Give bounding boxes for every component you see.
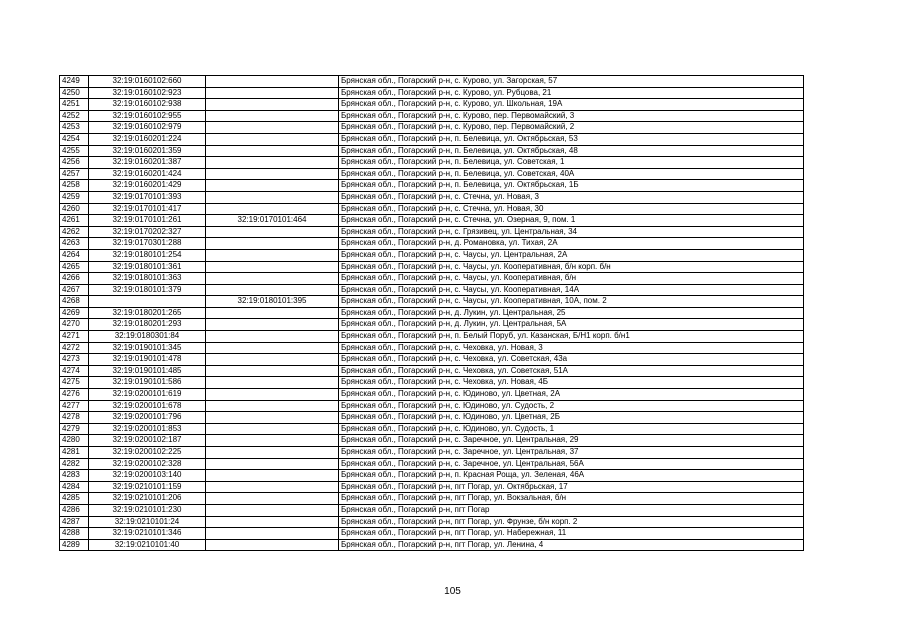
cadastral-number-cell: 32:19:0180101:254 — [89, 249, 206, 261]
table-row — [60, 307, 804, 319]
row-number-cell: 4274 — [60, 365, 89, 377]
table-row — [60, 273, 804, 285]
building-cadastral-number-cell — [206, 470, 339, 482]
row-number-cell: 4262 — [60, 226, 89, 238]
row-number-cell: 4269 — [60, 307, 89, 319]
table-row — [60, 122, 804, 134]
building-cadastral-number-cell — [206, 342, 339, 354]
property-registry-table — [59, 75, 804, 551]
address-cell: Брянская обл., Погарский р-н, п. Белевица, ул. Советская, 40А — [339, 168, 804, 180]
cadastral-number-cell: 32:19:0160102:955 — [89, 110, 206, 122]
building-cadastral-number-cell — [206, 365, 339, 377]
row-number-cell: 4282 — [60, 458, 89, 470]
address-cell: Брянская обл., Погарский р-н, с. Юдиново, ул. Судость, 2 — [339, 400, 804, 412]
address-cell: Брянская обл., Погарский р-н, с. Стечна, ул. Озерная, 9, пом. 1 — [339, 215, 804, 227]
cadastral-number-cell: 32:19:0170101:393 — [89, 191, 206, 203]
cadastral-number-cell: 32:19:0200102:328 — [89, 458, 206, 470]
cadastral-number-cell: 32:19:0200102:225 — [89, 447, 206, 459]
row-number-cell: 4279 — [60, 423, 89, 435]
row-number-cell: 4277 — [60, 400, 89, 412]
address-cell: Брянская обл., Погарский р-н, с. Стечна, ул. Новая, 30 — [339, 203, 804, 215]
row-number-cell: 4264 — [60, 249, 89, 261]
registry-table-body — [60, 76, 804, 551]
table-row — [60, 133, 804, 145]
row-number-cell: 4260 — [60, 203, 89, 215]
cadastral-number-cell: 32:19:0190101:586 — [89, 377, 206, 389]
building-cadastral-number-cell — [206, 481, 339, 493]
address-cell: Брянская обл., Погарский р-н, с. Курово, ул. Загорская, 57 — [339, 76, 804, 88]
cadastral-number-cell: 32:19:0200102:187 — [89, 435, 206, 447]
table-row — [60, 377, 804, 389]
cadastral-number-cell: 32:19:0210101:206 — [89, 493, 206, 505]
cadastral-number-cell: 32:19:0160201:359 — [89, 145, 206, 157]
building-cadastral-number-cell — [206, 87, 339, 99]
row-number-cell: 4266 — [60, 273, 89, 285]
building-cadastral-number-cell — [206, 493, 339, 505]
table-row — [60, 99, 804, 111]
cadastral-number-cell: 32:19:0160201:429 — [89, 180, 206, 192]
row-number-cell: 4270 — [60, 319, 89, 331]
table-row — [60, 389, 804, 401]
cadastral-number-cell: 32:19:0160201:387 — [89, 157, 206, 169]
address-cell: Брянская обл., Погарский р-н, пгт Погар, ул. Вокзальная, б/н — [339, 493, 804, 505]
address-cell: Брянская обл., Погарский р-н, с. Курово, пер. Первомайский, 3 — [339, 110, 804, 122]
address-cell: Брянская обл., Погарский р-н, д. Лукин, ул. Центральная, 5А — [339, 319, 804, 331]
cadastral-number-cell: 32:19:0180201:293 — [89, 319, 206, 331]
cadastral-number-cell — [89, 296, 206, 308]
table-row — [60, 447, 804, 459]
address-cell: Брянская обл., Погарский р-н, п. Красная Роща, ул. Зеленая, 46А — [339, 470, 804, 482]
building-cadastral-number-cell — [206, 354, 339, 366]
table-row — [60, 470, 804, 482]
table-row — [60, 296, 804, 308]
address-cell: Брянская обл., Погарский р-н, с. Заречное, ул. Центральная, 29 — [339, 435, 804, 447]
building-cadastral-number-cell — [206, 516, 339, 528]
cadastral-number-cell: 32:19:0210101:230 — [89, 504, 206, 516]
building-cadastral-number-cell — [206, 122, 339, 134]
table-row — [60, 226, 804, 238]
address-cell: Брянская обл., Погарский р-н, с. Чаусы, ул. Кооперативная, б/н — [339, 273, 804, 285]
building-cadastral-number-cell — [206, 539, 339, 551]
cadastral-number-cell: 32:19:0210101:40 — [89, 539, 206, 551]
cadastral-number-cell: 32:19:0210101:24 — [89, 516, 206, 528]
cadastral-number-cell: 32:19:0190101:485 — [89, 365, 206, 377]
row-number-cell: 4249 — [60, 76, 89, 88]
address-cell: Брянская обл., Погарский р-н, с. Чеховка, ул. Новая, 4Б — [339, 377, 804, 389]
page-number: 105 — [444, 586, 461, 597]
row-number-cell: 4278 — [60, 412, 89, 424]
building-cadastral-number-cell — [206, 331, 339, 343]
building-cadastral-number-cell — [206, 191, 339, 203]
table-row — [60, 458, 804, 470]
row-number-cell: 4257 — [60, 168, 89, 180]
cadastral-number-cell: 32:19:0160102:979 — [89, 122, 206, 134]
address-cell: Брянская обл., Погарский р-н, д. Романовка, ул. Тихая, 2А — [339, 238, 804, 250]
cadastral-number-cell: 32:19:0170301:288 — [89, 238, 206, 250]
address-cell: Брянская обл., Погарский р-н, с. Чаусы, ул. Кооперативная, 14А — [339, 284, 804, 296]
row-number-cell: 4273 — [60, 354, 89, 366]
row-number-cell: 4272 — [60, 342, 89, 354]
building-cadastral-number-cell — [206, 284, 339, 296]
row-number-cell: 4259 — [60, 191, 89, 203]
address-cell: Брянская обл., Погарский р-н, пгт Погар — [339, 504, 804, 516]
cadastral-number-cell: 32:19:0200101:678 — [89, 400, 206, 412]
row-number-cell: 4281 — [60, 447, 89, 459]
address-cell: Брянская обл., Погарский р-н, с. Курово, пер. Первомайский, 2 — [339, 122, 804, 134]
building-cadastral-number-cell — [206, 249, 339, 261]
building-cadastral-number-cell — [206, 273, 339, 285]
table-row — [60, 191, 804, 203]
address-cell: Брянская обл., Погарский р-н, с. Заречное, ул. Центральная, 37 — [339, 447, 804, 459]
table-row — [60, 435, 804, 447]
address-cell: Брянская обл., Погарский р-н, п. Белевица, ул. Октябрьская, 53 — [339, 133, 804, 145]
building-cadastral-number-cell — [206, 377, 339, 389]
cadastral-number-cell: 32:19:0170202:327 — [89, 226, 206, 238]
table-row — [60, 400, 804, 412]
address-cell: Брянская обл., Погарский р-н, с. Чеховка, ул. Новая, 3 — [339, 342, 804, 354]
table-row — [60, 215, 804, 227]
table-row — [60, 238, 804, 250]
building-cadastral-number-cell — [206, 133, 339, 145]
row-number-cell: 4285 — [60, 493, 89, 505]
row-number-cell: 4252 — [60, 110, 89, 122]
building-cadastral-number-cell — [206, 400, 339, 412]
table-row — [60, 504, 804, 516]
building-cadastral-number-cell — [206, 168, 339, 180]
table-row — [60, 203, 804, 215]
row-number-cell: 4289 — [60, 539, 89, 551]
building-cadastral-number-cell — [206, 238, 339, 250]
table-row — [60, 261, 804, 273]
building-cadastral-number-cell — [206, 307, 339, 319]
building-cadastral-number-cell — [206, 145, 339, 157]
cadastral-number-cell: 32:19:0200101:853 — [89, 423, 206, 435]
table-row — [60, 180, 804, 192]
table-row — [60, 423, 804, 435]
address-cell: Брянская обл., Погарский р-н, с. Юдиново, ул. Цветная, 2Б — [339, 412, 804, 424]
address-cell: Брянская обл., Погарский р-н, с. Курово, ул. Рубцова, 21 — [339, 87, 804, 99]
row-number-cell: 4261 — [60, 215, 89, 227]
table-row — [60, 87, 804, 99]
row-number-cell: 4258 — [60, 180, 89, 192]
row-number-cell: 4286 — [60, 504, 89, 516]
address-cell: Брянская обл., Погарский р-н, с. Чаусы, ул. Кооперативная, 10А, пом. 2 — [339, 296, 804, 308]
address-cell: Брянская обл., Погарский р-н, п. Белевица, ул. Октябрьская, 1Б — [339, 180, 804, 192]
address-cell: Брянская обл., Погарский р-н, с. Чеховка, ул. Советская, 51А — [339, 365, 804, 377]
table-row — [60, 168, 804, 180]
building-cadastral-number-cell — [206, 412, 339, 424]
cadastral-number-cell: 32:19:0200101:619 — [89, 389, 206, 401]
cadastral-number-cell: 32:19:0180201:265 — [89, 307, 206, 319]
building-cadastral-number-cell — [206, 99, 339, 111]
building-cadastral-number-cell — [206, 528, 339, 540]
table-row — [60, 110, 804, 122]
cadastral-number-cell: 32:19:0160201:224 — [89, 133, 206, 145]
cadastral-number-cell: 32:19:0160201:424 — [89, 168, 206, 180]
building-cadastral-number-cell — [206, 447, 339, 459]
table-row — [60, 354, 804, 366]
building-cadastral-number-cell — [206, 157, 339, 169]
table-row — [60, 284, 804, 296]
building-cadastral-number-cell — [206, 180, 339, 192]
building-cadastral-number-cell — [206, 226, 339, 238]
address-cell: Брянская обл., Погарский р-н, с. Чеховка, ул. Советская, 43а — [339, 354, 804, 366]
cadastral-number-cell: 32:19:0170101:261 — [89, 215, 206, 227]
row-number-cell: 4263 — [60, 238, 89, 250]
building-cadastral-number-cell — [206, 435, 339, 447]
building-cadastral-number-cell: 32:19:0180101:395 — [206, 296, 339, 308]
building-cadastral-number-cell — [206, 504, 339, 516]
row-number-cell: 4275 — [60, 377, 89, 389]
table-row — [60, 516, 804, 528]
address-cell: Брянская обл., Погарский р-н, с. Заречное, ул. Центральная, 56А — [339, 458, 804, 470]
row-number-cell: 4256 — [60, 157, 89, 169]
table-row — [60, 493, 804, 505]
row-number-cell: 4280 — [60, 435, 89, 447]
table-row — [60, 412, 804, 424]
address-cell: Брянская обл., Погарский р-н, с. Грязивец, ул. Центральная, 34 — [339, 226, 804, 238]
cadastral-number-cell: 32:19:0160102:938 — [89, 99, 206, 111]
building-cadastral-number-cell — [206, 319, 339, 331]
cadastral-number-cell: 32:19:0180101:379 — [89, 284, 206, 296]
address-cell: Брянская обл., Погарский р-н, д. Лукин, ул. Центральная, 25 — [339, 307, 804, 319]
cadastral-number-cell: 32:19:0190101:478 — [89, 354, 206, 366]
address-cell: Брянская обл., Погарский р-н, пгт Погар, ул. Набережная, 11 — [339, 528, 804, 540]
table-row — [60, 249, 804, 261]
address-cell: Брянская обл., Погарский р-н, пгт Погар, ул. Октябрьская, 17 — [339, 481, 804, 493]
address-cell: Брянская обл., Погарский р-н, п. Белевица, ул. Октябрьская, 48 — [339, 145, 804, 157]
row-number-cell: 4287 — [60, 516, 89, 528]
table-row — [60, 365, 804, 377]
address-cell: Брянская обл., Погарский р-н, пгт Погар, ул. Фрунзе, б/н корп. 2 — [339, 516, 804, 528]
address-cell: Брянская обл., Погарский р-н, с. Чаусы, ул. Центральная, 2А — [339, 249, 804, 261]
address-cell: Брянская обл., Погарский р-н, с. Стечна, ул. Новая, 3 — [339, 191, 804, 203]
address-cell: Брянская обл., Погарский р-н, п. Белевица, ул. Советская, 1 — [339, 157, 804, 169]
cadastral-number-cell: 32:19:0180101:363 — [89, 273, 206, 285]
table-row — [60, 145, 804, 157]
address-cell: Брянская обл., Погарский р-н, п. Белый Поруб, ул. Казанская, Б/Н1 корп. б/н1 — [339, 331, 804, 343]
row-number-cell: 4276 — [60, 389, 89, 401]
table-row — [60, 528, 804, 540]
cadastral-number-cell: 32:19:0180301:84 — [89, 331, 206, 343]
building-cadastral-number-cell: 32:19:0170101:464 — [206, 215, 339, 227]
table-row — [60, 481, 804, 493]
cadastral-number-cell: 32:19:0200103:140 — [89, 470, 206, 482]
building-cadastral-number-cell — [206, 76, 339, 88]
row-number-cell: 4254 — [60, 133, 89, 145]
building-cadastral-number-cell — [206, 110, 339, 122]
table-row — [60, 157, 804, 169]
row-number-cell: 4283 — [60, 470, 89, 482]
row-number-cell: 4267 — [60, 284, 89, 296]
cadastral-number-cell: 32:19:0210101:159 — [89, 481, 206, 493]
building-cadastral-number-cell — [206, 203, 339, 215]
row-number-cell: 4253 — [60, 122, 89, 134]
table-row — [60, 331, 804, 343]
row-number-cell: 4288 — [60, 528, 89, 540]
cadastral-number-cell: 32:19:0170101:417 — [89, 203, 206, 215]
cadastral-number-cell: 32:19:0210101:346 — [89, 528, 206, 540]
address-cell: Брянская обл., Погарский р-н, с. Юдиново, ул. Цветная, 2А — [339, 389, 804, 401]
row-number-cell: 4271 — [60, 331, 89, 343]
address-cell: Брянская обл., Погарский р-н, пгт Погар, ул. Ленина, 4 — [339, 539, 804, 551]
cadastral-number-cell: 32:19:0200101:796 — [89, 412, 206, 424]
cadastral-number-cell: 32:19:0190101:345 — [89, 342, 206, 354]
row-number-cell: 4284 — [60, 481, 89, 493]
address-cell: Брянская обл., Погарский р-н, с. Чаусы, ул. Кооперативная, б/н корп. б/н — [339, 261, 804, 273]
row-number-cell: 4265 — [60, 261, 89, 273]
cadastral-number-cell: 32:19:0180101:361 — [89, 261, 206, 273]
building-cadastral-number-cell — [206, 261, 339, 273]
table-row — [60, 539, 804, 551]
address-cell: Брянская обл., Погарский р-н, с. Курово, ул. Школьная, 19А — [339, 99, 804, 111]
row-number-cell: 4251 — [60, 99, 89, 111]
cadastral-number-cell: 32:19:0160102:923 — [89, 87, 206, 99]
address-cell: Брянская обл., Погарский р-н, с. Юдиново, ул. Судость, 1 — [339, 423, 804, 435]
table-row — [60, 319, 804, 331]
row-number-cell: 4255 — [60, 145, 89, 157]
building-cadastral-number-cell — [206, 458, 339, 470]
building-cadastral-number-cell — [206, 389, 339, 401]
cadastral-number-cell: 32:19:0160102:660 — [89, 76, 206, 88]
building-cadastral-number-cell — [206, 423, 339, 435]
row-number-cell: 4250 — [60, 87, 89, 99]
row-number-cell: 4268 — [60, 296, 89, 308]
table-row — [60, 342, 804, 354]
table-row — [60, 76, 804, 88]
